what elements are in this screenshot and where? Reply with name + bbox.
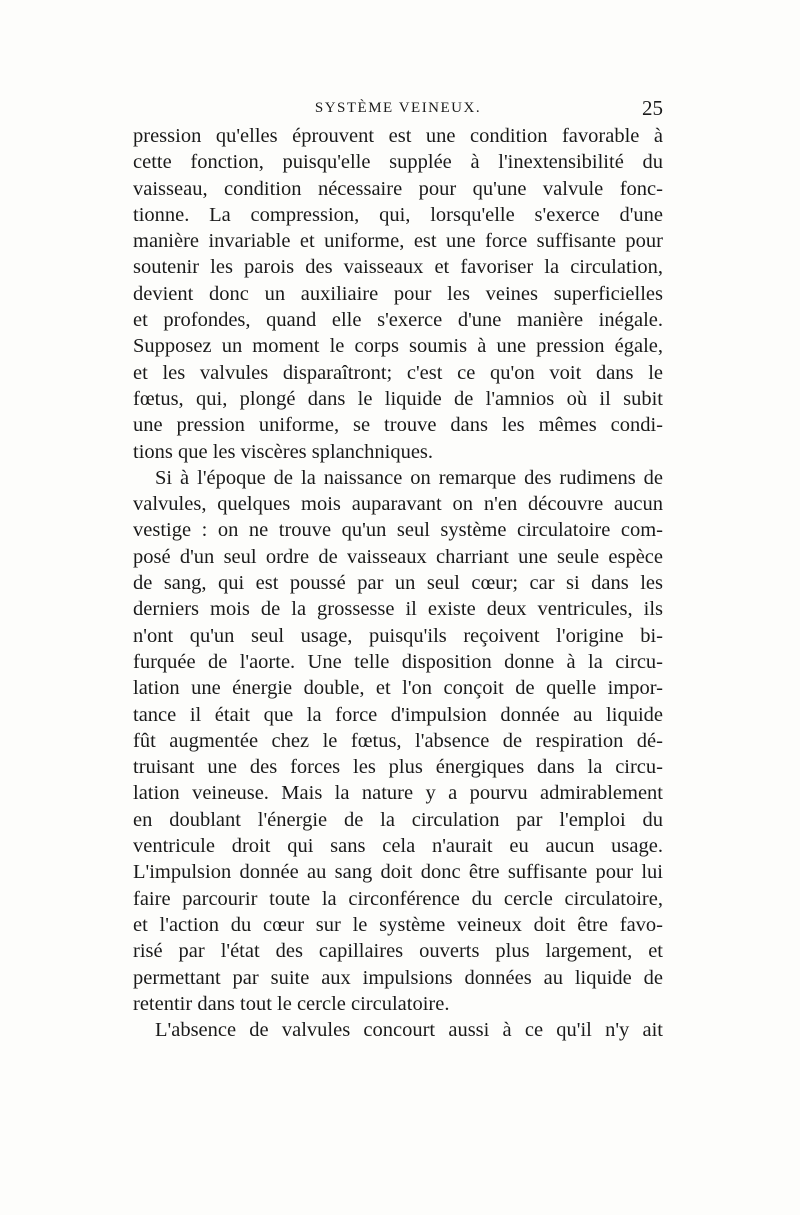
text-line: Si à l'époque de la naissance on remarque des rudimens de (155, 466, 663, 489)
text-line: derniers mois de la grossesse il existe deux ventricules, ils (133, 598, 663, 621)
page-number: 25 (642, 96, 663, 120)
text-line: pression qu'elles éprouvent est une condition favorable à (133, 125, 663, 147)
text-line: retentir dans tout le cercle circulatoire. (133, 992, 450, 1015)
text-line: faire parcourir toute la circonférence du cercle circulatoire, (133, 887, 663, 910)
running-title: SYSTÈME VEINEUX. (314, 100, 482, 116)
text-line: lation veineuse. Mais la nature y a pourvu admirablement (133, 782, 663, 805)
text-line: tions que les viscères splanchniques. (133, 440, 434, 463)
text-line: ventricule droit qui sans cela n'aurait eu aucun usage. (133, 835, 663, 858)
running-head (133, 96, 663, 120)
text-line: furquée de l'aorte. Une telle disposition donne à la circu- (133, 650, 663, 673)
text-line: Supposez un moment le corps soumis à une pression égale, (133, 335, 663, 358)
text-line: et les valvules disparaîtront; c'est ce qu'on voit dans le (133, 361, 663, 384)
body-text (133, 123, 663, 1043)
text-line: cette fonction, puisqu'elle supplée à l'inextensibilité du (133, 151, 663, 174)
text-line: lation une énergie double, et l'on conçoit de quelle impor- (133, 677, 663, 700)
text-line: risé par l'état des capillaires ouverts plus largement, et (133, 940, 663, 963)
text-line: et profondes, quand elle s'exerce d'une manière inégale. (133, 309, 663, 332)
text-line: permettant par suite aux impulsions données au liquide de (133, 966, 663, 989)
text-line: et l'action du cœur sur le système veineux doit être favo- (133, 913, 663, 936)
text-line: une pression uniforme, se trouve dans les mêmes condi- (133, 414, 663, 437)
text-line: fœtus, qui, plongé dans le liquide de l'amnios où il subit (133, 387, 663, 410)
text-line: en doublant l'énergie de la circulation par l'emploi du (133, 808, 663, 831)
text-line: manière invariable et uniforme, est une force suffisante pour (133, 230, 663, 253)
text-line: de sang, qui est poussé par un seul cœur; car si dans les (133, 572, 663, 595)
text-line: tance il était que la force d'impulsion donnée au liquide (133, 703, 663, 726)
text-line: valvules, quelques mois auparavant on n'en découvre aucun (133, 493, 663, 516)
text-line: L'absence de valvules concourt aussi à ce qu'il n'y ait (155, 1019, 663, 1042)
text-line: vestige : on ne trouve qu'un seul système circulatoire com- (133, 519, 663, 542)
text-line: L'impulsion donnée au sang doit donc être suffisante pour lui (133, 861, 663, 884)
text-line: truisant une des forces les plus énergiques dans la circu- (133, 756, 663, 779)
text-line: devient donc un auxiliaire pour les veines superficielles (133, 282, 663, 305)
text-line: tionne. La compression, qui, lorsqu'elle s'exerce d'une (133, 203, 663, 226)
text-line: fût augmentée chez le fœtus, l'absence de respiration dé- (133, 729, 663, 752)
text-line: vaisseau, condition nécessaire pour qu'une valvule fonc- (133, 177, 663, 200)
text-line: n'ont qu'un seul usage, puisqu'ils reçoivent l'origine bi- (133, 624, 663, 647)
text-line: posé d'un seul ordre de vaisseaux charriant une seule espèce (133, 545, 663, 568)
text-line: soutenir les parois des vaisseaux et favoriser la circulation, (133, 256, 663, 279)
